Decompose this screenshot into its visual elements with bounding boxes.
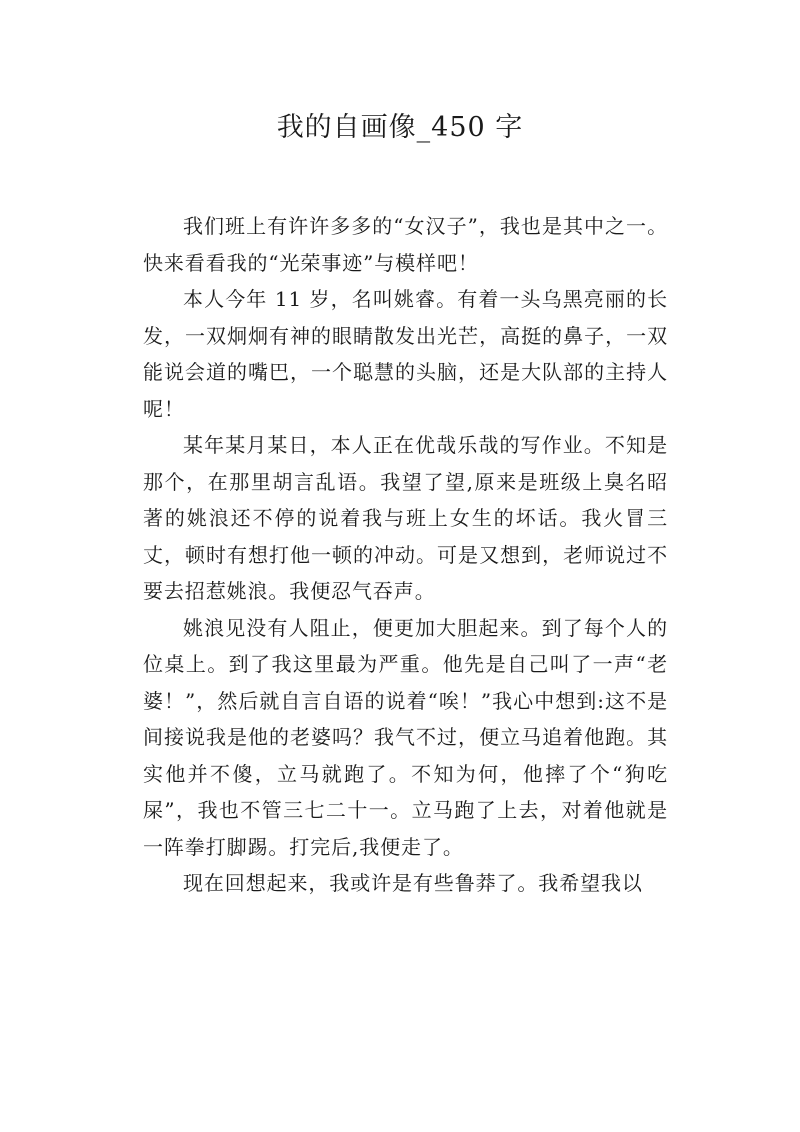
paragraph: 现在回想起来，我或许是有些鲁莽了。我希望我以 — [183, 871, 643, 895]
page-title: 我的自画像_450 字 — [276, 112, 524, 143]
paragraph: 某年某月某日，本人正在优哉乐哉的写作业。不知是那个，在那里胡言乱语。我望了望,原来是班级上臭名昭著的姚浪还不停的说着我与班上女生的坏话。我火冒三丈，顿时有想打他一顿的冲动。可是又想到，老师说过不要去招惹姚浪。我便忍气吞声。 — [143, 433, 668, 603]
article-body — [143, 208, 668, 902]
paragraph: 本人今年 11 岁，名叫姚睿。有着一头乌黑亮丽的长发，一双炯炯有神的眼睛散发出光芒，高挺的鼻子，一双能说会道的嘴巴，一个聪慧的头脑，还是大队部的主持人呢！ — [143, 287, 668, 421]
paragraph: 我们班上有许许多多的“女汉子”，我也是其中之一。快来看看我的“光荣事迹”与模样吧！ — [143, 214, 668, 275]
paragraph: 姚浪见没有人阻止，便更加大胆起来。到了每个人的位桌上。到了我这里最为严重。他先是自己叫了一声“老婆！”，然后就自言自语的说着“唉！”我心中想到:这不是间接说我是他的老婆吗？我气不过，便立马追着他跑。其实他并不傻，立马就跑了。不知为何，他摔了个“狗吃屎”，我也不管三七二十一。立马跑了上去，对着他就是一阵拳打脚踢。打完后,我便走了。 — [143, 615, 668, 859]
